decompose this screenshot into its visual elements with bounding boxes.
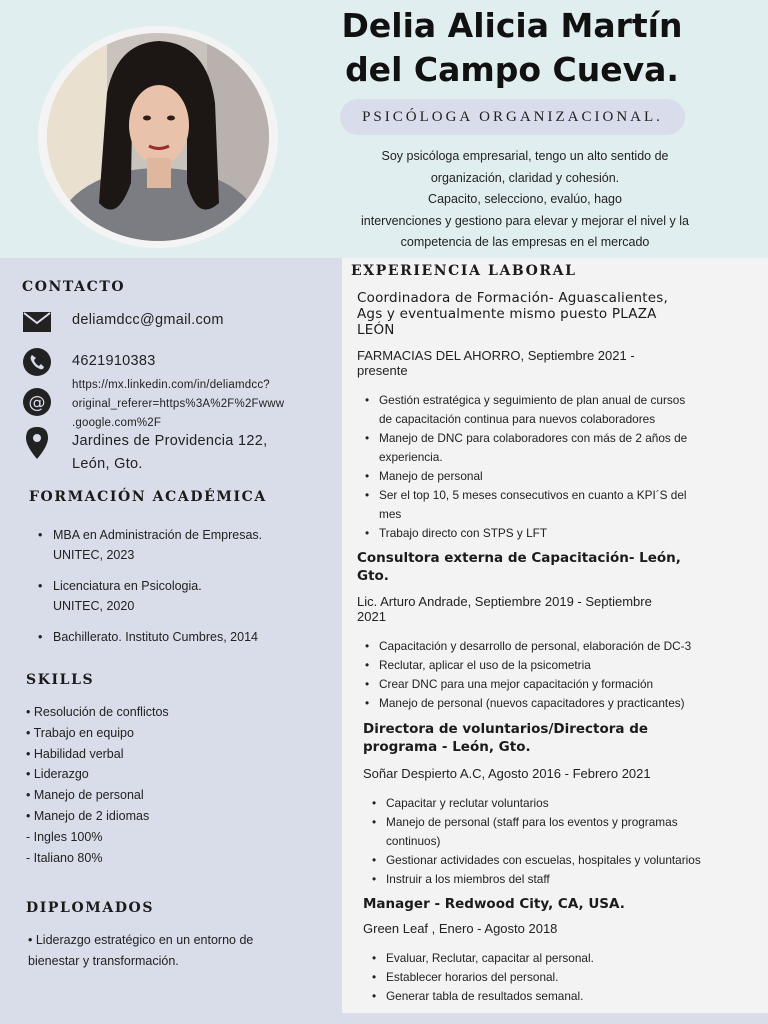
diploma-line: • Liderazgo estratégico en un entorno de [28,933,254,947]
person-name [300,4,724,92]
address-line: Jardines de Providencia 122, [72,433,268,449]
job-bullet-text: Gestión estratégica y seguimiento de plan anual de cursos [379,393,686,407]
job-bullet [370,968,760,987]
person-name-line-2: del Campo Cueva. [345,50,679,89]
contact-phone[interactable] [22,347,156,377]
job-title [363,895,743,913]
job-bullet [370,851,760,870]
linkedin-url-line: .google.com%2F [72,417,162,429]
job-org-line: presente [357,363,408,378]
education-item [36,627,326,647]
education-item [36,576,326,616]
summary-line: Soy psicóloga empresarial, tengo un alto sentido de [381,149,669,163]
job-bullet [363,429,743,467]
job-bullet-text: experiencia. [379,450,443,464]
job-bullet [363,656,753,675]
profile-photo [47,33,269,241]
job-title [357,290,737,338]
job-org [363,921,557,936]
job-bullet-text: de capacitación continua para nuevos colaboradores [379,412,656,426]
job-title-line: Consultora externa de Capacitación- León, [357,550,681,566]
job-title-badge: PSICÓLOGA ORGANIZACIONAL. [340,99,685,135]
at-sign-icon [22,387,52,417]
job-title-line: LEÓN [357,322,395,338]
job-bullet [363,524,743,543]
education-heading: FORMACIÓN ACADÉMICA [29,489,267,505]
contact-email[interactable] [22,307,224,337]
job-title-line: Ags y eventualmente mismo puesto PLAZA [357,306,657,322]
job-org [363,766,651,781]
skill-item: • Habilidad verbal [26,746,124,761]
linkedin-url[interactable] [72,376,284,433]
job-bullet-text: Generar tabla de resultados semanal. [386,989,584,1003]
job-bullet-text: Establecer horarios del personal. [386,970,559,984]
job-title [363,720,743,756]
phone-icon [22,347,52,377]
svg-text:@: @ [28,393,46,413]
phone-text[interactable]: 4621910383 [72,353,156,369]
job-bullet-text: Manejo de personal [379,469,483,483]
job-bullet [363,694,753,713]
summary-line: intervenciones y gestiono para elevar y mejorar el nivel y la [361,213,689,228]
skill-item: • Manejo de personal [26,788,144,803]
person-name-line-1: Delia Alicia Martín [341,6,683,45]
summary-line: competencia de las empresas en el mercado [400,235,650,249]
job-bullets [370,794,760,889]
skill-item: • Resolución de conflictos [26,705,169,719]
linkedin-url-line: original_referer=https%3A%2F%2Fwww [72,398,285,410]
education-item-line: • MBA en Administración de Empresas. [53,528,263,542]
job-org-line: Lic. Arturo Andrade, Septiembre 2019 - Septiembre [357,594,652,609]
job-bullet [363,467,743,486]
job-bullet [363,637,753,656]
education-item-line: • Licenciatura en Psicologia. [53,579,202,593]
job-org [357,348,635,378]
location-pin-icon [22,428,52,458]
diplomas-heading: DIPLOMADOS [26,900,155,916]
job-org-line: Soñar Despierto A.C, Agosto 2016 - Febrero 2021 [363,766,651,781]
skill-item: • Trabajo en equipo [26,725,134,740]
skill-item: • Manejo de 2 idiomas [26,808,150,823]
linkedin-url-line: https://mx.linkedin.com/in/deliamdcc? [72,379,270,391]
summary-line: organización, claridad y cohesión. [430,170,620,185]
job-org-line: Green Leaf , Enero - Agosto 2018 [363,921,558,936]
skill-item: - Italiano 80% [26,850,103,865]
skill-item: • Liderazgo [26,767,89,782]
job-bullets [363,391,743,543]
contact-linkedin[interactable] [22,379,285,433]
job-bullet [370,870,760,889]
job-bullet [370,794,760,813]
job-bullet-text: Gestionar actividades con escuelas, hospitales y voluntarios [386,853,701,867]
job-bullets [370,949,760,1006]
address-line: León, Gto. [72,456,143,472]
job-title-line: Manager - Redwood City, CA, USA. [363,896,625,912]
education-item-line: UNITEC, 2023 [53,548,135,562]
education-item-line: • Bachillerato. Instituto Cumbres, 2014 [53,630,258,644]
job-bullet [370,949,760,968]
diploma-line: bienestar y transformación. [28,953,179,968]
job-bullet [363,675,753,694]
job-bullet-text: Capacitar y reclutar voluntarios [386,796,549,810]
profile-summary [330,146,720,254]
skill-item: - Ingles 100% [26,829,103,844]
job-bullet-text: Manejo de personal (staff para los eventos y programas [386,815,678,829]
job-bullet-text: Reclutar, aplicar el uso de la psicometria [379,658,591,672]
job-bullet [363,391,743,429]
job-org [357,594,652,624]
job-title [357,549,737,585]
job-org-line: 2021 [357,609,386,624]
summary-line: Capacito, selecciono, evalúo, hago [428,192,622,206]
job-bullet [370,813,760,851]
job-title-line: Gto. [357,568,389,584]
job-bullet-text: Instruir a los miembros del staff [386,872,550,886]
job-title-line: Coordinadora de Formación- Aguascalientes, [357,290,668,306]
email-text[interactable]: deliamdcc@gmail.com [72,312,224,328]
address-text [72,430,267,476]
job-bullet-text: Ser el top 10, 5 meses consecutivos en cuanto a KPI´S del [379,488,687,502]
job-title-line: Directora de voluntarios/Directora de [363,721,649,737]
job-bullet-text: Capacitación y desarrollo de personal, elaboración de DC-3 [379,639,692,653]
job-title-line: programa - León, Gto. [363,739,531,755]
job-bullets [363,637,753,713]
education-list [36,525,326,658]
contact-heading: CONTACTO [22,279,126,295]
job-bullet-text: continuos) [386,834,441,848]
job-bullet-text: Manejo de personal (nuevos capacitadores y practicantes) [379,696,685,710]
job-bullet-text: Manejo de DNC para colaboradores con más de 2 años de [379,431,688,445]
envelope-icon [22,307,52,337]
job-bullet-text: Crear DNC para una mejor capacitación y formación [379,677,654,691]
job-org-line: FARMACIAS DEL AHORRO, Septiembre 2021 - [357,348,635,363]
skills-list [26,702,169,868]
diplomas-list [28,930,253,972]
job-bullet-text: Evaluar, Reclutar, capacitar al personal. [386,951,594,965]
job-bullet [363,486,743,524]
education-item [36,525,326,565]
contact-address [22,428,267,476]
job-bullet-text: Trabajo directo con STPS y LFT [379,526,548,540]
job-bullet-text: mes [379,507,402,521]
skills-heading: SKILLS [26,672,95,688]
education-item-line: UNITEC, 2020 [53,599,135,613]
job-bullet [370,987,760,1006]
experience-heading: EXPERIENCIA LABORAL [351,263,577,279]
